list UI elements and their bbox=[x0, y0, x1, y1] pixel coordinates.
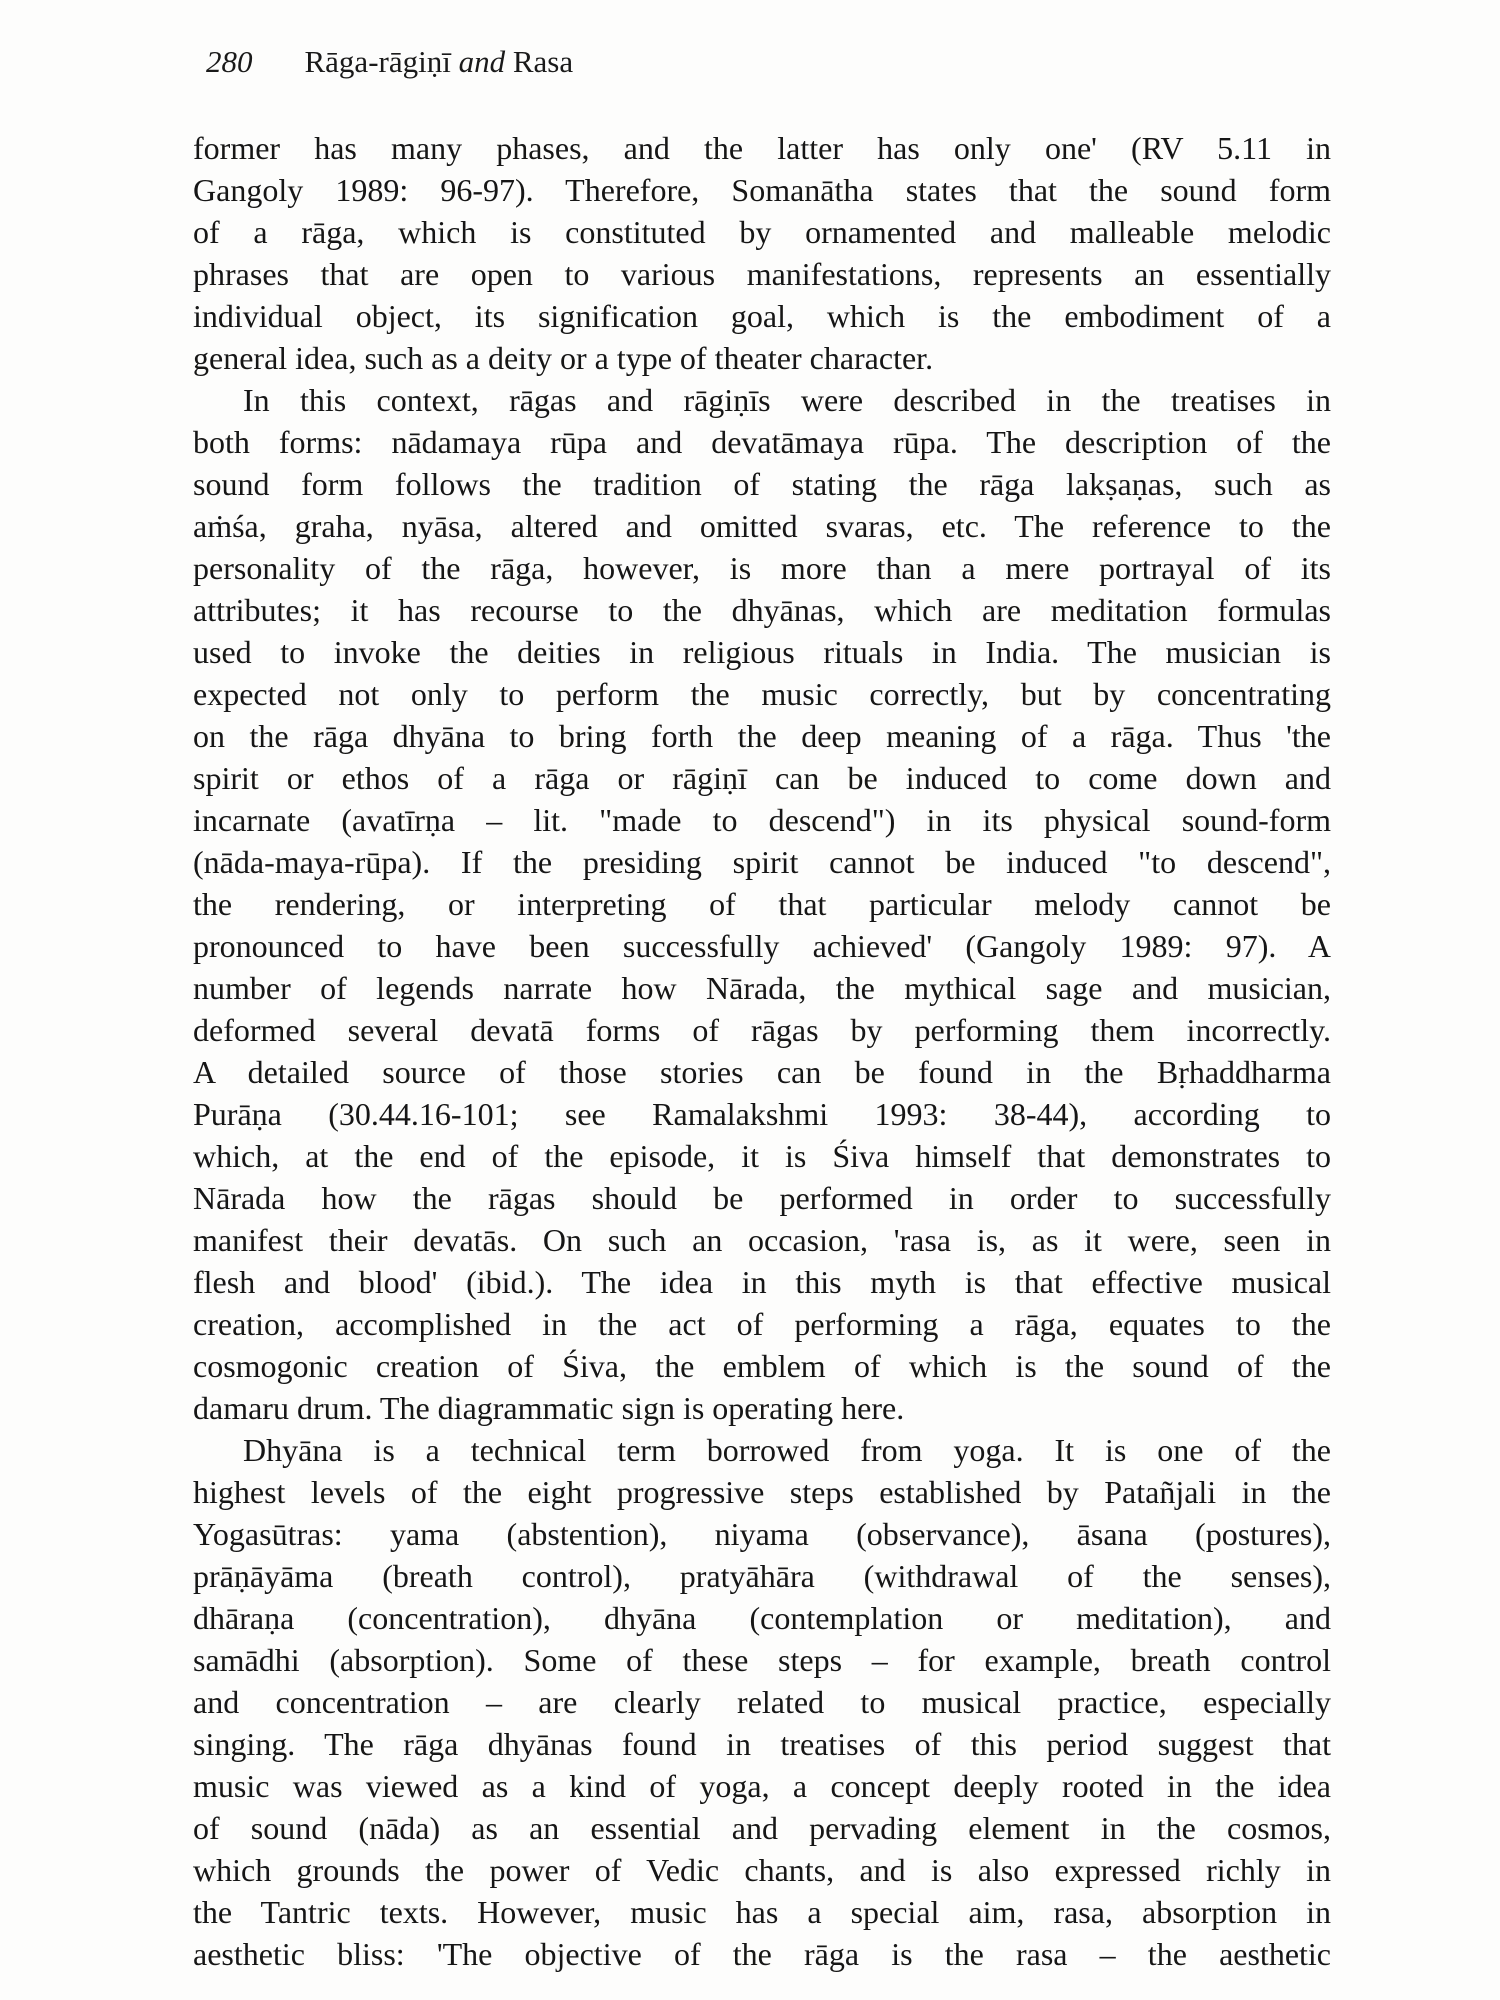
running-head bbox=[206, 44, 573, 80]
text-line: former has many phases, and the latter has only one' (RV 5.11 in bbox=[193, 130, 1331, 166]
page-number: 280 bbox=[206, 44, 253, 79]
text-line: Yogasūtras: yama (abstention), niyama (observance), āsana (postures), bbox=[193, 1516, 1331, 1552]
text-line: flesh and blood' (ibid.). The idea in this myth is that effective musical bbox=[193, 1264, 1331, 1300]
text-line: on the rāga dhyāna to bring forth the deep meaning of a rāga. Thus 'the bbox=[193, 718, 1331, 754]
text-line: Gangoly 1989: 96-97). Therefore, Somanātha states that the sound form bbox=[193, 172, 1331, 208]
text-line: In this context, rāgas and rāgiṇīs were described in the treatises in bbox=[243, 382, 1331, 418]
running-title-italic: and bbox=[458, 44, 506, 79]
text-line: A detailed source of those stories can be found in the Bṛhaddharma bbox=[193, 1054, 1331, 1090]
running-title-part2: Rasa bbox=[505, 44, 574, 79]
text-line: highest levels of the eight progressive steps established by Patañjali in the bbox=[193, 1474, 1331, 1510]
text-line: the rendering, or interpreting of that particular melody cannot be bbox=[193, 886, 1331, 922]
text-line: cosmogonic creation of Śiva, the emblem of which is the sound of the bbox=[193, 1348, 1331, 1384]
text-line: which, at the end of the episode, it is Śiva himself that demonstrates to bbox=[193, 1138, 1331, 1174]
text-line: of sound (nāda) as an essential and pervading element in the cosmos, bbox=[193, 1810, 1331, 1846]
text-line: singing. The rāga dhyānas found in treatises of this period suggest that bbox=[193, 1726, 1331, 1762]
text-line: aesthetic bliss: 'The objective of the rāga is the rasa – the aesthetic bbox=[193, 1936, 1331, 1972]
text-line: expected not only to perform the music correctly, but by concentrating bbox=[193, 676, 1331, 712]
text-line: Dhyāna is a technical term borrowed from yoga. It is one of the bbox=[243, 1432, 1331, 1468]
text-line: attributes; it has recourse to the dhyānas, which are meditation formulas bbox=[193, 592, 1331, 628]
text-line: Nārada how the rāgas should be performed in order to successfully bbox=[193, 1180, 1331, 1216]
paragraph-1 bbox=[193, 127, 1331, 379]
text-line: prāṇāyāma (breath control), pratyāhāra (withdrawal of the senses), bbox=[193, 1558, 1331, 1594]
text-line: music was viewed as a kind of yoga, a concept deeply rooted in the idea bbox=[193, 1768, 1331, 1804]
text-line: aṁśa, graha, nyāsa, altered and omitted svaras, etc. The reference to the bbox=[193, 508, 1331, 544]
text-line: general idea, such as a deity or a type of theater character. bbox=[193, 340, 934, 376]
text-line: phrases that are open to various manifestations, represents an essentially bbox=[193, 256, 1331, 292]
text-line: manifest their devatās. On such an occasion, 'rasa is, as it were, seen in bbox=[193, 1222, 1331, 1258]
text-line: incarnate (avatīrṇa – lit. "made to descend") in its physical sound-form bbox=[193, 802, 1331, 838]
text-line: (nāda-maya-rūpa). If the presiding spirit cannot be induced "to descend", bbox=[193, 844, 1331, 880]
text-line: personality of the rāga, however, is more than a mere portrayal of its bbox=[193, 550, 1331, 586]
text-line: spirit or ethos of a rāga or rāgiṇī can be induced to come down and bbox=[193, 760, 1331, 796]
paragraph-3 bbox=[193, 1429, 1331, 1975]
text-line: number of legends narrate how Nārada, the mythical sage and musician, bbox=[193, 970, 1331, 1006]
text-line: individual object, its signification goal, which is the embodiment of a bbox=[193, 298, 1331, 334]
text-line: damaru drum. The diagrammatic sign is operating here. bbox=[193, 1390, 905, 1426]
body-text bbox=[193, 127, 1331, 1975]
text-line: dhāraṇa (concentration), dhyāna (contemplation or meditation), and bbox=[193, 1600, 1331, 1636]
text-line: which grounds the power of Vedic chants, and is also expressed richly in bbox=[193, 1852, 1331, 1888]
text-line: the Tantric texts. However, music has a special aim, rasa, absorption in bbox=[193, 1894, 1331, 1930]
text-line: and concentration – are clearly related to musical practice, especially bbox=[193, 1684, 1331, 1720]
text-line: pronounced to have been successfully achieved' (Gangoly 1989: 97). A bbox=[193, 928, 1331, 964]
text-line: both forms: nādamaya rūpa and devatāmaya rūpa. The description of the bbox=[193, 424, 1331, 460]
text-line: Purāṇa (30.44.16-101; see Ramalakshmi 1993: 38-44), according to bbox=[193, 1096, 1331, 1132]
text-line: sound form follows the tradition of stating the rāga lakṣaṇas, such as bbox=[193, 466, 1331, 502]
text-line: deformed several devatā forms of rāgas by performing them incorrectly. bbox=[193, 1012, 1331, 1048]
running-title-part1: Rāga-rāgiṇī bbox=[304, 44, 459, 79]
text-line: samādhi (absorption). Some of these steps – for example, breath control bbox=[193, 1642, 1331, 1678]
paragraph-2 bbox=[193, 379, 1331, 1429]
text-line: of a rāga, which is constituted by ornamented and malleable melodic bbox=[193, 214, 1331, 250]
text-line: creation, accomplished in the act of performing a rāga, equates to the bbox=[193, 1306, 1331, 1342]
text-line: used to invoke the deities in religious rituals in India. The musician is bbox=[193, 634, 1331, 670]
